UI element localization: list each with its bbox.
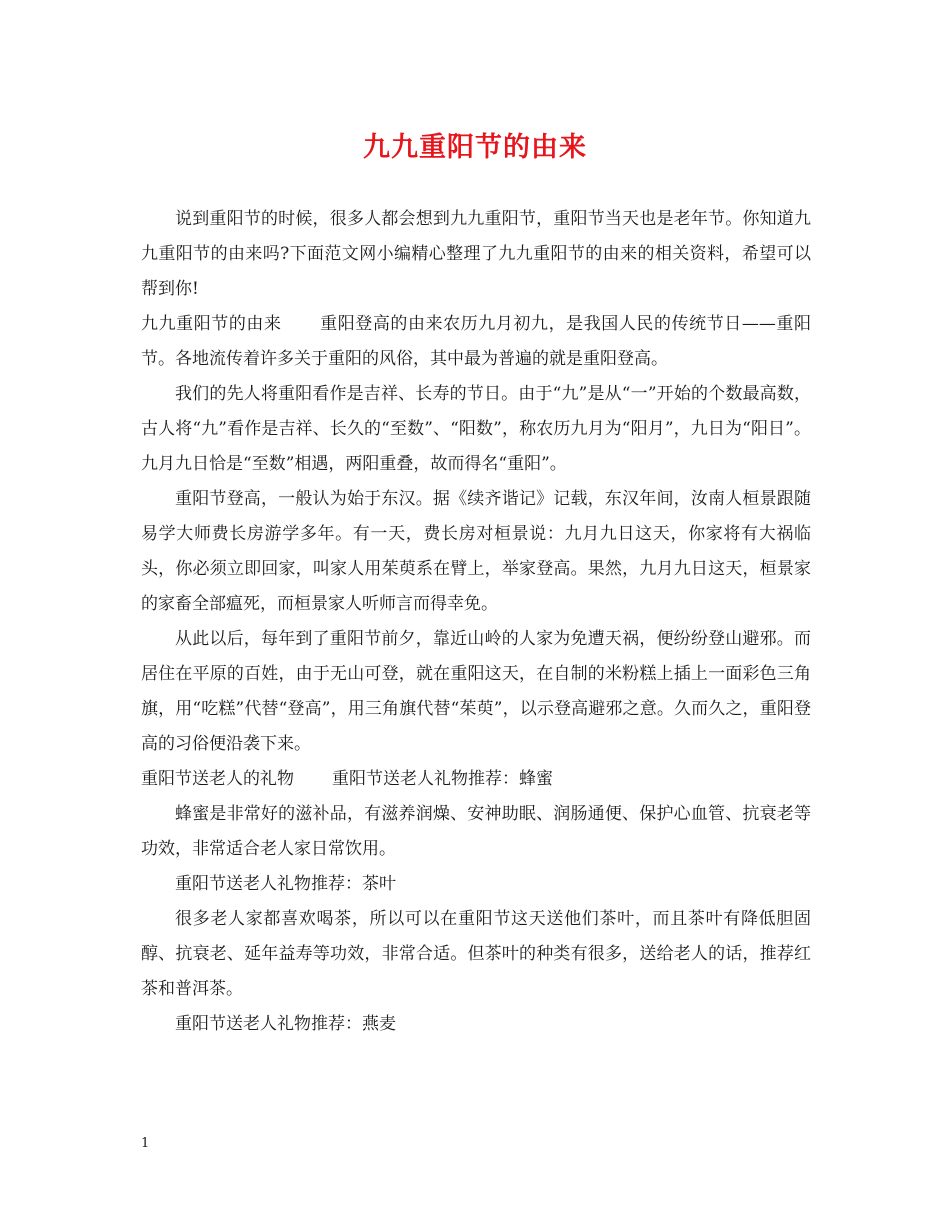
gift-oats-title: 重阳节送老人礼物推荐：燕麦 <box>175 1014 396 1034</box>
page-number: 1 <box>141 1136 150 1151</box>
gift-tea-title: 重阳节送老人礼物推荐：茶叶 <box>175 874 396 894</box>
paragraph-gift-honey: 蜂蜜是非常好的滋补品，有滋养润燥、安神助眠、润肠通便、保护心血管、抗衰老等功效，非常适合老人家日常饮用。 <box>141 804 811 859</box>
paragraph-origin: 重阳节登高，一般认为始于东汉。据《续齐谐记》记载，东汉年间，汝南人桓景跟随易学大师费长房游学多年。有一天，费长房对桓景说：九月九日这天，你家将有大祸临头，你必须立即回家，叫家人用茱萸系在臂上，举家登高。果然，九月九日这天，桓景家的家畜全部瘟死，而桓景家人听师言而得幸免。 <box>141 489 811 614</box>
paragraph-section1 <box>141 307 811 377</box>
paragraph-custom: 从此以后，每年到了重阳节前夕，靠近山岭的人家为免遭天祸，便纷纷登山避邪。而居住在平原的百姓，由于无山可登，就在重阳这天，在自制的米粉糕上插上一面彩色三角旗，用“吃糕”代替“登高”，用三角旗代替“茱萸”，以示登高避邪之意。久而久之，重阳登高的习俗便沿袭下来。 <box>141 629 811 754</box>
document-title: 九九重阳节的由来 <box>363 132 587 163</box>
section-heading-origin: 九九重阳节的由来 <box>141 314 282 334</box>
paragraph-gift-tea: 很多老人家都喜欢喝茶，所以可以在重阳节这天送他们茶叶，而且茶叶有降低胆固醇、抗衰老、延年益寿等功效，非常合适。但茶叶的种类有很多，送给老人的话，推荐红茶和普洱茶。 <box>141 909 811 999</box>
paragraph-intro: 说到重阳节的时候，很多人都会想到九九重阳节，重阳节当天也是老年节。你知道九九重阳节的由来吗?下面范文网小编精心整理了九九重阳节的由来的相关资料，希望可以帮到你! <box>141 209 811 299</box>
document-body <box>141 202 811 1042</box>
paragraph-section2 <box>141 762 811 797</box>
section-heading-gifts: 重阳节送老人的礼物 <box>141 769 294 789</box>
gift-honey-title: 重阳节送老人礼物推荐：蜂蜜 <box>332 769 553 789</box>
paragraph-ancestors: 我们的先人将重阳看作是吉祥、长寿的节日。由于“九”是从“一”开始的个数最高数，古人将“九”看作是吉祥、长久的“至数”、“阳数”，称农历九月为“阳月”，九日为“阳日”。九月九日恰是“至数”相遇，两阳重叠，故而得名“重阳”。 <box>141 384 811 474</box>
section1-lead-text: 重阳登高的由来农历九月初九，是我国人民的传统节日——重阳节。各地流传着许多关于重阳的风俗，其中最为普遍的就是重阳登高。 <box>141 314 812 369</box>
